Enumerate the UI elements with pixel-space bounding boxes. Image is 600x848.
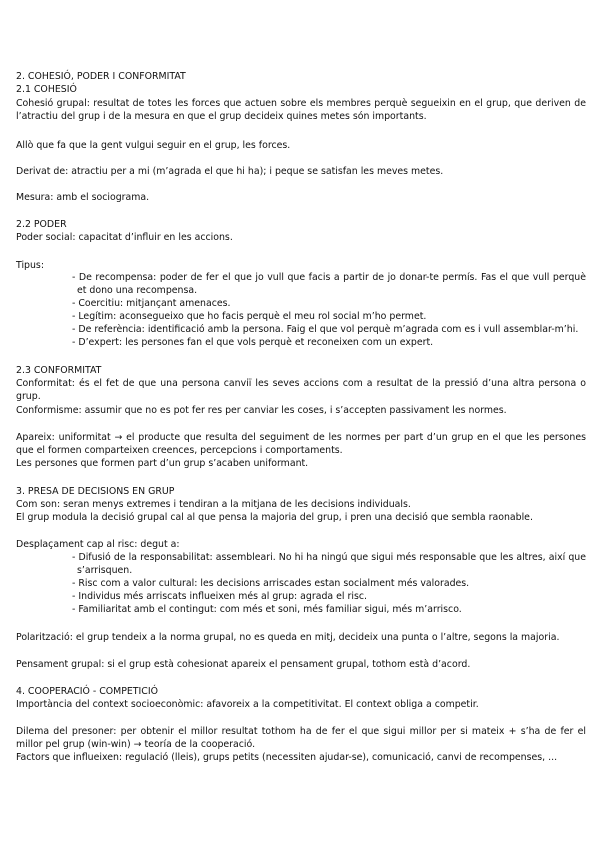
- section-4-heading: 4. COOPERACIÓ - COMPETICIÓ: [16, 686, 158, 697]
- apareix-paragraph: Apareix: uniformitat → el producte que resulta del seguiment de les normes per part d’un grup en el que les persones que el formen comparteixen creences, percepcions i comportaments.: [16, 432, 586, 456]
- list-item: - De recompensa: poder de fer el que jo vull que facis a partir de jo donar-te permís. Fas el que vull perquè et dono una recompensa.: [72, 272, 586, 296]
- comson-paragraph: Com son: seran menys extremes i tendiran a la mitjana de les decisions individuals.: [16, 499, 411, 510]
- tipus-list: [72, 271, 586, 349]
- tipus-label: Tipus:: [16, 260, 44, 271]
- desplacament-label: Desplaçament cap al risc: degut a:: [16, 539, 180, 550]
- dilema-paragraph: Dilema del presoner: per obtenir el millor resultat tothom ha de fer el que sigui millor per si mateix + s’ha de fer el millor pel grup (win-win) → teoría de la cooperació.: [16, 726, 586, 750]
- list-item: - De referència: identificació amb la persona. Faig el que vol perquè m’agrada com es i vull assemblar-m’hi.: [72, 324, 579, 335]
- section-3-heading: 3. PRESA DE DECISIONS EN GRUP: [16, 486, 175, 497]
- list-item: - Legítim: aconsegueixo que ho facis perquè el meu rol social m’ho permet.: [72, 311, 427, 322]
- conformitat-definition: Conformitat: és el fet de que una persona canviï les seves accions com a resultat de la pressió d’una altra persona o grup.: [16, 378, 586, 402]
- conformitat-title: 2.3 CONFORMITAT: [16, 365, 102, 376]
- poder-definition: Poder social: capacitat d’influir en les accions.: [16, 232, 233, 243]
- cohesio-definition: Cohesió grupal: resultat de totes les forces que actuen sobre els membres perquè segueixin en el grup, que deriven de l’atractiu del grup i de la mesura en que el grup decideix quines metes són importants.: [16, 98, 586, 122]
- uniformant-paragraph: Les persones que formen part d’un grup s’acaben uniformant.: [16, 458, 309, 469]
- polaritzacio-paragraph: Polarització: el grup tendeix a la norma grupal, no es queda en mitj, decideix una punta o l’altre, segons la majoria.: [16, 632, 560, 643]
- factors-paragraph: Factors que influeixen: regulació (lleis), grups petits (necessiten ajudar-se), comunicació, canvi de recompenses, ...: [16, 752, 558, 763]
- importancia-paragraph: Importància del context socioeconòmic: afavoreix a la competitivitat. El context obliga a competir.: [16, 699, 479, 710]
- list-item: - Individus més arriscats influeixen més al grup: agrada el risc.: [72, 591, 367, 602]
- conformisme-paragraph: Conformisme: assumir que no es pot fer res per canviar les coses, i s’accepten passivament les normes.: [16, 405, 507, 416]
- list-item: - Difusió de la responsabilitat: assembleari. No hi ha ningú que sigui més responsable que les altres, així que s’arrisquen.: [72, 552, 586, 576]
- modula-paragraph: El grup modula la decisió grupal cal al que pensa la majoria del grup, i pren una decisió que sembla raonable.: [16, 512, 533, 523]
- cohesio-title: 2.1 COHESIÓ: [16, 84, 77, 95]
- cohesio-paragraph: Allò que fa que la gent vulgui seguir en el grup, les forces.: [16, 140, 291, 151]
- section-2-heading: 2. COHESIÓ, PODER I CONFORMITAT: [16, 71, 186, 82]
- list-item: - Familiaritat amb el contingut: com més et soni, més familiar sigui, més m’arrisco.: [72, 604, 462, 615]
- mesura-paragraph: Mesura: amb el sociograma.: [16, 192, 150, 203]
- derivat-paragraph: Derivat de: atractiu per a mi (m’agrada el que hi ha); i peque se satisfan les meves metes.: [16, 166, 444, 177]
- pensament-paragraph: Pensament grupal: si el grup està cohesionat apareix el pensament grupal, tothom està d’acord.: [16, 659, 471, 670]
- list-item: - D’expert: les persones fan el que vols perquè et reconeixen com un expert.: [72, 337, 434, 348]
- list-item: - Risc com a valor cultural: les decisions arriscades estan socialment més valorades.: [72, 578, 470, 589]
- list-item: - Coercitiu: mitjançant amenaces.: [72, 298, 231, 309]
- poder-title: 2.2 PODER: [16, 219, 67, 230]
- causes-list: [72, 551, 586, 616]
